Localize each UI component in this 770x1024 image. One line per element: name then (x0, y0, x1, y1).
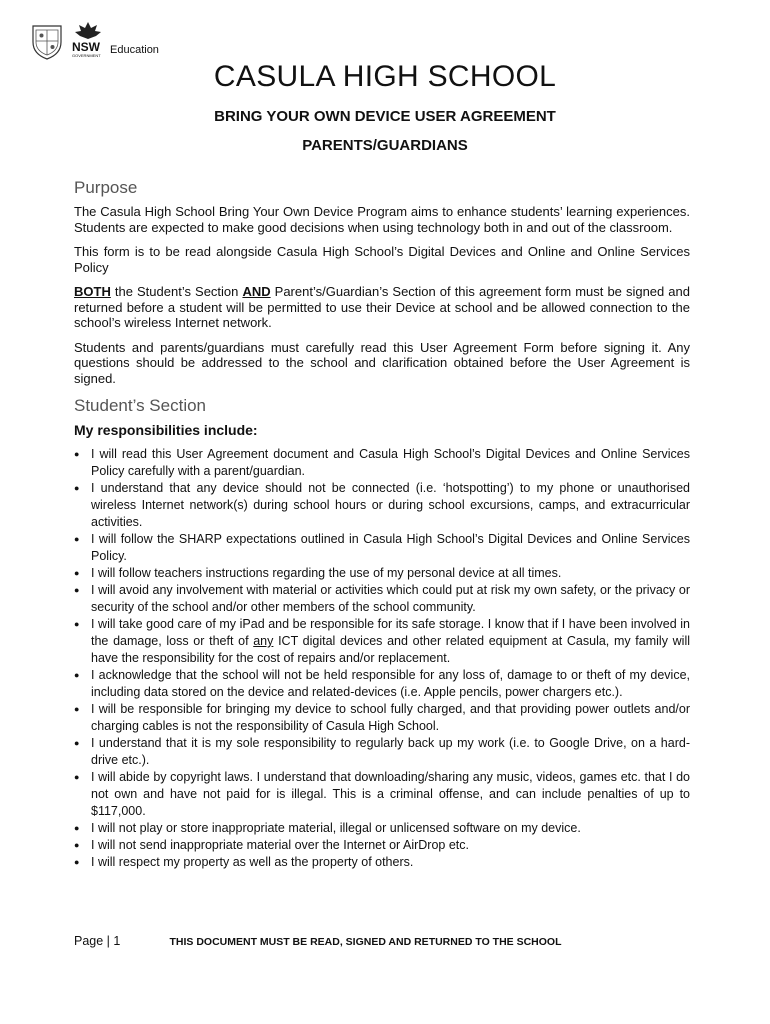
list-item: ● I acknowledge that the school will not be held responsible for any loss of, damage to or theft of my device, including data stored on the device and related-devices (i.e. Apple pencils, power chargers etc.). (74, 667, 690, 701)
list-item: ● I understand that any device should not be connected (i.e. ‘hotspotting’) to my phone or unauthorised wireless Internet network(s) during school hours or during school excursions, camps, and extracurricular activities. (74, 480, 690, 531)
purpose-paragraph-1: The Casula High School Bring Your Own Device Program aims to enhance students’ learning experiences. Students are expected to make good decisions when using technology both in and out of the classroom. (74, 204, 690, 235)
list-item: ● I will not send inappropriate material over the Internet or AirDrop etc. (74, 837, 690, 854)
list-item-text: I will take good care of my iPad and be responsible for its safe storage. I know that if I have been involved in the damage, loss or theft of (91, 617, 690, 648)
list-item (74, 616, 690, 667)
list-item: ● I will abide by copyright laws. I understand that downloading/sharing any music, videos, games etc. that I do not own and have not paid for is illegal. This is a criminal offense, and can include penalties of up to $117,000. (74, 769, 690, 820)
list-item: ● I will not play or store inappropriate material, illegal or unlicensed software on my device. (74, 820, 690, 837)
list-item: ● I understand that it is my sole responsibility to regularly back up my work (i.e. to Google Drive, on a hard-drive etc.). (74, 735, 690, 769)
list-item: ● I will follow teachers instructions regarding the use of my personal device at all times. (74, 565, 690, 582)
responsibilities-list (74, 446, 690, 871)
page-number: Page | 1 (74, 934, 121, 948)
department-name: Education (110, 44, 159, 56)
purpose-p3-part-a: the Student’s Section (110, 284, 243, 299)
document-body (74, 178, 690, 871)
school-crest-icon (30, 22, 64, 60)
nsw-logo-subtext: GOVERNMENT (72, 53, 101, 58)
list-item: ● I will follow the SHARP expectations outlined in Casula High School’s Digital Devices and Online Services Policy. (74, 531, 690, 565)
list-item-text-rest: ICT digital devices and other related equipment at Casula, my family will have the responsibility for the cost of repairs and/or replacement. (91, 634, 690, 665)
student-section-heading: Student’s Section (74, 396, 206, 415)
responsibilities-heading: My responsibilities include: (74, 422, 258, 438)
page-footer (74, 934, 690, 948)
list-item: ● I will respect my property as well as the property of others. (74, 854, 690, 871)
purpose-paragraph-4: Students and parents/guardians must carefully read this User Agreement Form before signing it. Any questions should be addressed to the school and clarification obtained before the User Agreement is signed. (74, 339, 690, 386)
nsw-waratah-icon (70, 20, 106, 60)
agreement-title: BRING YOUR OWN DEVICE USER AGREEMENT (214, 108, 556, 125)
list-item: ● I will read this User Agreement document and Casula High School’s Digital Devices and Online Services Policy carefully with a parent/guardian. (74, 446, 690, 480)
and-emphasis: AND (242, 284, 271, 299)
nsw-logo-text: NSW (72, 40, 100, 54)
both-emphasis: BOTH (74, 284, 111, 299)
any-emphasis: any (253, 634, 274, 648)
purpose-paragraph-3 (74, 284, 690, 331)
page-title: CASULA HIGH SCHOOL (213, 60, 557, 93)
audience-title: PARENTS/GUARDIANS (302, 137, 468, 154)
purpose-heading: Purpose (74, 178, 138, 197)
footer-note: THIS DOCUMENT MUST BE READ, SIGNED AND RETURNED TO THE SCHOOL (169, 936, 562, 948)
purpose-paragraph-2: This form is to be read alongside Casula High School’s Digital Devices and Online and Online Services Policy (74, 244, 690, 275)
list-item: ● I will avoid any involvement with material or activities which could put at risk my own safety, or the privacy or security of the school and/or other members of the school community. (74, 582, 690, 616)
list-item: ● I will be responsible for bringing my device to school fully charged, and that providing power outlets and/or charging cables is not the responsibility of Casula High School. (74, 701, 690, 735)
purpose-p3-part-b: Parent’s/Guardian’s Section of this agreement form must be signed and returned before a student will be permitted to use their Device at school and be allowed connection to the school’s wireless Internet network. (74, 284, 690, 330)
